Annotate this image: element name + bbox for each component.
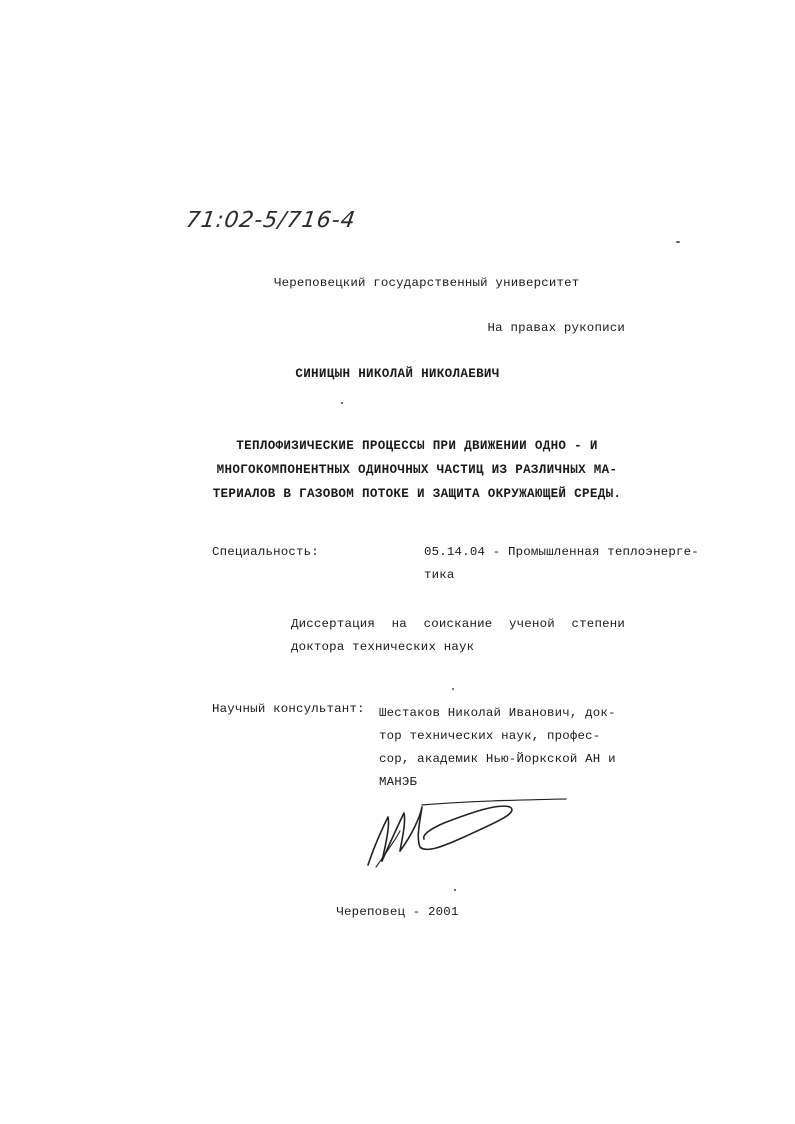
university-name: Череповецкий государственный университет: [274, 276, 580, 290]
city-year: Череповец - 2001: [336, 905, 459, 919]
consultant-line-3: сор, академик Нью-Йоркской АН и: [379, 752, 616, 766]
degree-word: Диссертация: [291, 617, 375, 631]
scan-speck: [452, 688, 454, 690]
title-line-1: ТЕПЛОФИЗИЧЕСКИЕ ПРОЦЕССЫ ПРИ ДВИЖЕНИИ ОДНО - И: [236, 439, 598, 453]
degree-word: на: [391, 617, 407, 631]
title-line-3: ТЕРИАЛОВ В ГАЗОВОМ ПОТОКЕ И ЗАЩИТА ОКРУЖАЮЩЕЙ СРЕДЫ.: [212, 487, 622, 501]
degree-line-2: доктора технических наук: [291, 640, 475, 654]
specialty-label: Специальность:: [212, 545, 319, 559]
consultant-line-2: тор технических наук, профес-: [379, 729, 601, 743]
degree-line-1: [291, 613, 625, 636]
scan-speck: [341, 402, 343, 404]
manuscript-rights-note: На правах рукописи: [487, 321, 625, 335]
consultant-label: Научный консультант:: [212, 702, 365, 716]
degree-word: степени: [571, 617, 625, 631]
author-name: СИНИЦЫН НИКОЛАЙ НИКОЛАЕВИЧ: [295, 367, 500, 381]
degree-word: ученой: [509, 617, 555, 631]
consultant-line-1: Шестаков Николай Иванович, док-: [379, 706, 616, 720]
signature-image: [360, 795, 575, 870]
title-line-2: МНОГОКОМПОНЕНТНЫХ ОДИНОЧНЫХ ЧАСТИЦ ИЗ РАЗЛИЧНЫХ МА-: [216, 463, 618, 477]
scan-speck: [454, 889, 456, 891]
specialty-value-continued: тика: [424, 568, 455, 582]
scan-speck: [676, 241, 680, 243]
dissertation-degree: [291, 613, 625, 659]
consultant-line-4: МАНЭБ: [379, 775, 418, 789]
consultant-details: [379, 702, 625, 794]
specialty-value: 05.14.04 - Промышленная теплоэнерге-: [424, 545, 699, 559]
dissertation-title: [210, 434, 624, 506]
archive-number-handwritten: 71:02-5/716-4: [184, 208, 358, 233]
degree-word: соискание: [423, 617, 493, 631]
